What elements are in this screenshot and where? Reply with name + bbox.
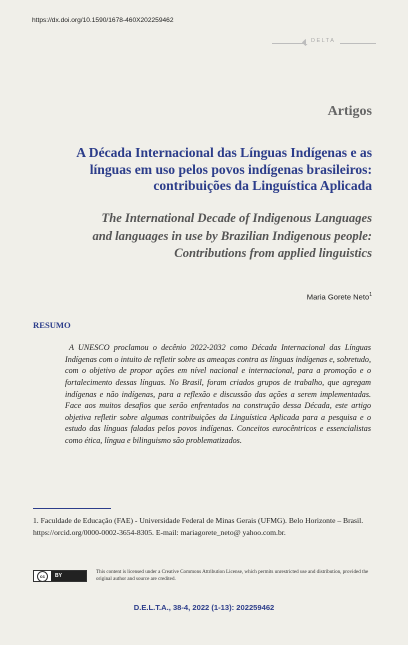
title-pt-line: contribuições da Linguística Aplicada bbox=[153, 178, 372, 194]
author-line bbox=[307, 292, 372, 302]
abstract-text bbox=[65, 342, 371, 447]
license-text: This content is licensed under a Creative Commons Attribution License, which permits unrestricted use and distribution, provided the original author and source are credited. bbox=[96, 569, 369, 582]
footnote-divider bbox=[33, 508, 111, 509]
section-label: Artigos bbox=[327, 104, 372, 119]
doi-link[interactable]: https://dx.doi.org/10.1590/1678-460X202259462 bbox=[32, 17, 174, 24]
cc-icon: cc bbox=[37, 571, 48, 582]
cc-by-badge[interactable] bbox=[33, 570, 87, 582]
title-portuguese bbox=[32, 145, 372, 195]
journal-footer: D.E.L.T.A., 38-4, 2022 (1-13): 202259462 bbox=[133, 603, 275, 612]
title-en-line: and languages in use by Brazilian Indigenous people: bbox=[92, 228, 372, 243]
abstract-paragraph: A UNESCO proclamou o decênio 2022-2032 como Década Internacional das Línguas Indígenas com o intuito de refletir sobre as ameaças contra as línguas indígenas e, sobretudo, com o objetivo de propor ações em nível nacional e internacional, para a promoção e o fortalecimento dessas línguas. No Brasil, foram criados grupos de trabalho, que agregam indígenas e não indígenas, para a reflexão e discussão das ações a serem implementadas. Face aos muitos desafios que serão enfrentados na construção dessa Década, este artigo objetiva refletir sobre algumas contribuições da Linguística Aplicada para a pesquisa e o estudo das línguas faladas pelos povos indígenas. Conceitos eurocêntricos e essencialistas como ética, língua e bilinguismo são problematizados. bbox=[65, 343, 371, 445]
footnote: 1. Faculdade de Educação (FAE) - Universidade Federal de Minas Gerais (UFMG). Belo Horizonte – Brasil. https://orcid.org/0000-0002-3654-8305. E-mail: mariagorete_neto@ yahoo.com.br. bbox=[33, 516, 364, 537]
logo-wordmark: DELTA bbox=[306, 38, 340, 44]
author-name: Maria Gorete Neto bbox=[306, 292, 370, 302]
title-english bbox=[32, 210, 372, 263]
title-pt-line: línguas em uso pelos povos indígenas brasileiros: bbox=[89, 161, 372, 177]
by-label: BY bbox=[51, 571, 86, 581]
author-footnote-mark[interactable]: 1 bbox=[369, 292, 372, 298]
title-en-line: Contributions from applied linguistics bbox=[174, 246, 372, 260]
delta-logo bbox=[272, 36, 376, 50]
title-pt-line: A Década Internacional das Línguas Indígenas e as bbox=[76, 145, 372, 160]
resumo-heading: RESUMO bbox=[33, 320, 71, 330]
title-en-line: The International Decade of Indigenous Languages bbox=[101, 211, 372, 225]
